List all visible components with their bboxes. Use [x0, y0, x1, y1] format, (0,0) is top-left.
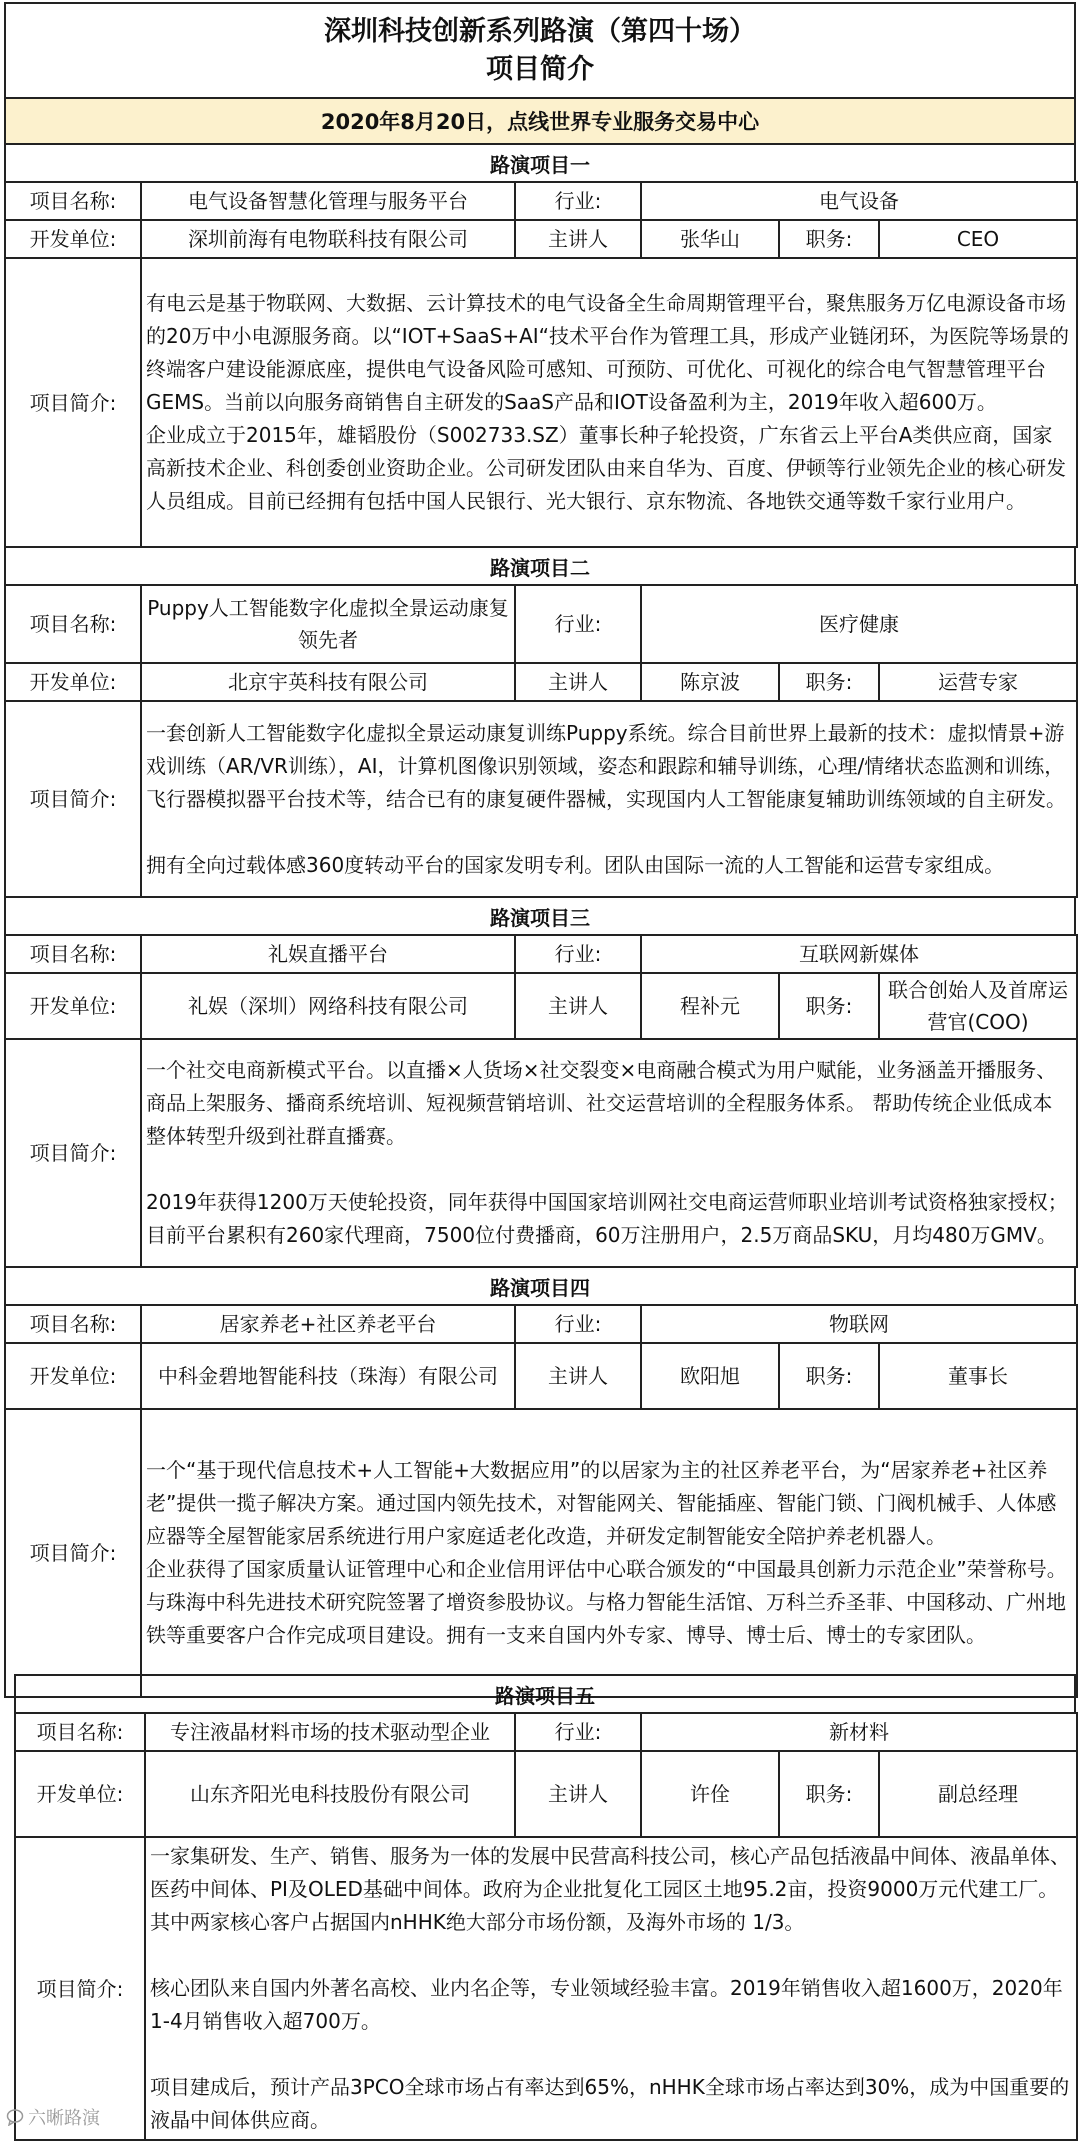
label-position: 职务:	[779, 663, 879, 701]
label-intro: 项目简介:	[5, 1409, 141, 1697]
position-value: CEO	[879, 220, 1077, 258]
intro-paragraph: 有电云是基于物联网、大数据、云计算技术的电气设备全生命周期管理平台，聚焦服务万亿电源设备市场的20万中小电源服务商。以“IOT+SaaS+AI“技术平台作为管理工具，形成产业链闭环，为医院等场景的终端客户建设能源底座，提供电气设备风险可感知、可预防、可优化、可视化的综合电气智慧管理平台GEMS。当前以向服务商销售自主研发的SaaS产品和IOT设备盈利为主，2019年收入超600万。	[146, 291, 1070, 414]
section-header-2: 路演项目二	[4, 546, 1076, 584]
presenter-value: 许佺	[641, 1751, 779, 1837]
label-presenter: 主讲人	[515, 1343, 641, 1409]
project-name: 专注液晶材料市场的技术驱动型企业	[145, 1713, 515, 1751]
label-intro: 项目简介:	[5, 258, 141, 547]
position-value: 联合创始人及首席运营官(COO)	[879, 973, 1077, 1039]
intro-paragraph: 拥有全向过载体感360度转动平台的国家发明专利。团队由国际一流的人工智能和运营专家组成。	[146, 852, 1005, 877]
company-value: 中科金碧地智能科技（珠海）有限公司	[141, 1343, 515, 1409]
label-position: 职务:	[779, 1751, 879, 1837]
intro-paragraph: 一个社交电商新模式平台。以直播×人货场×社交裂变×电商融合模式为用户赋能，业务涵盖开播服务、商品上架服务、播商系统培训、短视频营销培训、社交运营培训的全程服务体系。 帮助传统企业低成本整体转型升级到社群直播赛。	[146, 1058, 1057, 1148]
project-name: 居家养老+社区养老平台	[141, 1305, 515, 1343]
intro-paragraph: 2019年获得1200万天使轮投资，同年获得中国国家培训网社交电商运营师职业培训考试资格独家授权；目前平台累积有260家代理商，7500位付费播商，60万注册用户，2.5万商品SKU，月均480万GMV。	[146, 1190, 1068, 1247]
label-company: 开发单位:	[5, 973, 141, 1039]
intro-paragraph: 核心团队来自国内外著名高校、业内名企等，专业领域经验丰富。2019年销售收入超1600万，2020年1-4月销售收入超700万。	[150, 1976, 1063, 2033]
intro-paragraph: 一家集研发、生产、销售、服务为一体的发展中民营高科技公司，核心产品包括液晶中间体、液晶单体、医药中间体、PI及OLED基础中间体。政府为企业批复化工园区土地95.2亩，投资9000万元代建工厂。其中两家核心客户占据国内nHHK绝大部分市场份额，及海外市场的 1/3。	[150, 1844, 1070, 1934]
label-company: 开发单位:	[5, 663, 141, 701]
label-intro: 项目简介:	[5, 701, 141, 897]
intro-text	[141, 1039, 1077, 1267]
position-value: 董事长	[879, 1343, 1077, 1409]
intro-paragraph: 企业获得了国家质量认证管理中心和企业信用评估中心联合颁发的“中国最具创新力示范企业”荣誉称号。与珠海中科先进技术研究院签署了增资参股协议。与格力智能生活馆、万科兰乔圣菲、中国移动、广州地铁等重要客户合作完成项目建设。拥有一支来自国内外专家、博导、博士后、博士的专家团队。	[146, 1557, 1067, 1647]
intro-paragraph: 企业成立于2015年，雄韬股份（S002733.SZ）董事长种子轮投资，广东省云上平台A类供应商，国家高新技术企业、科创委创业资助企业。公司研发团队由来自华为、百度、伊顿等行业领先企业的核心研发人员组成。目前已经拥有包括中国人民银行、光大银行、京东物流、各地铁交通等数千家行业用户。	[146, 423, 1066, 513]
section-header-5: 路演项目五	[14, 1674, 1076, 1712]
intro-paragraph: 一套创新人工智能数字化虚拟全景运动康复训练Puppy系统。综合目前世界上最新的技术：虚拟情景+游戏训练（AR/VR训练），AI，计算机图像识别领域，姿态和跟踪和辅导训练，心理/情绪状态监测和训练，飞行器模拟器平台技术等，结合已有的康复硬件器械，实现国内人工智能康复辅助训练领域的自主研发。	[146, 720, 1066, 811]
presenter-value: 欧阳旭	[641, 1343, 779, 1409]
label-position: 职务:	[779, 973, 879, 1039]
label-company: 开发单位:	[15, 1751, 145, 1837]
label-name: 项目名称:	[15, 1713, 145, 1751]
industry-value: 物联网	[641, 1305, 1077, 1343]
label-position: 职务:	[779, 220, 879, 258]
company-value: 深圳前海有电物联科技有限公司	[141, 220, 515, 258]
intro-text	[141, 1409, 1077, 1697]
document-title	[4, 2, 1076, 97]
project-table-4	[4, 1304, 1078, 1698]
company-value: 礼娱（深圳）网络科技有限公司	[141, 973, 515, 1039]
industry-value: 电气设备	[641, 182, 1077, 220]
intro-text	[141, 258, 1077, 547]
watermark-text: 六晰路演	[28, 2108, 100, 2129]
company-value: 北京宇英科技有限公司	[141, 663, 515, 701]
label-intro: 项目简介:	[5, 1039, 141, 1267]
label-presenter: 主讲人	[515, 220, 641, 258]
industry-value: 互联网新媒体	[641, 935, 1077, 973]
project-table-2	[4, 584, 1078, 898]
intro-text	[145, 1837, 1077, 2140]
project-table-5	[14, 1712, 1078, 2141]
label-industry: 行业:	[515, 585, 641, 663]
project-name: 礼娱直播平台	[141, 935, 515, 973]
label-presenter: 主讲人	[515, 1751, 641, 1837]
presenter-value: 陈京波	[641, 663, 779, 701]
presenter-value: 程补元	[641, 973, 779, 1039]
project-name: Puppy人工智能数字化虚拟全景运动康复领先者	[141, 585, 515, 663]
speech-bubble-icon	[6, 2108, 24, 2126]
intro-paragraph: 一个“基于现代信息技术+人工智能+大数据应用”的以居家为主的社区养老平台，为“居家养老+社区养老”提供一揽子解决方案。通过国内领先技术，对智能网关、智能插座、智能门锁、门阀机械手、人体感应器等全屋智能家居系统进行用户家庭适老化改造，并研发定制智能安全陪护养老机器人。	[146, 1458, 1057, 1548]
industry-value: 新材料	[641, 1713, 1077, 1751]
title-line-1: 深圳科技创新系列路演（第四十场）	[324, 15, 756, 47]
company-value: 山东齐阳光电科技股份有限公司	[145, 1751, 515, 1837]
label-industry: 行业:	[515, 1713, 641, 1751]
section-header-3: 路演项目三	[4, 896, 1076, 934]
position-value: 运营专家	[879, 663, 1077, 701]
label-company: 开发单位:	[5, 220, 141, 258]
intro-text	[141, 701, 1077, 897]
title-line-2: 项目简介	[486, 53, 594, 85]
label-industry: 行业:	[515, 935, 641, 973]
label-presenter: 主讲人	[515, 663, 641, 701]
label-name: 项目名称:	[5, 182, 141, 220]
label-industry: 行业:	[515, 182, 641, 220]
label-company: 开发单位:	[5, 1343, 141, 1409]
date-venue-banner: 2020年8月20日，点线世界专业服务交易中心	[4, 97, 1076, 143]
section-header-4: 路演项目四	[4, 1266, 1076, 1304]
label-position: 职务:	[779, 1343, 879, 1409]
watermark	[6, 2104, 100, 2130]
label-industry: 行业:	[515, 1305, 641, 1343]
project-table-3	[4, 934, 1078, 1268]
label-name: 项目名称:	[5, 1305, 141, 1343]
label-name: 项目名称:	[5, 935, 141, 973]
section-header-1: 路演项目一	[4, 143, 1076, 181]
label-presenter: 主讲人	[515, 973, 641, 1039]
label-intro: 项目简介:	[15, 1837, 145, 2140]
position-value: 副总经理	[879, 1751, 1077, 1837]
intro-paragraph: 项目建成后，预计产品3PCO全球市场占有率达到65%，nHHK全球市场占率达到30%，成为中国重要的液晶中间体供应商。	[150, 2075, 1070, 2132]
project-table-1	[4, 181, 1078, 548]
industry-value: 医疗健康	[641, 585, 1077, 663]
label-name: 项目名称:	[5, 585, 141, 663]
project-name: 电气设备智慧化管理与服务平台	[141, 182, 515, 220]
presenter-value: 张华山	[641, 220, 779, 258]
